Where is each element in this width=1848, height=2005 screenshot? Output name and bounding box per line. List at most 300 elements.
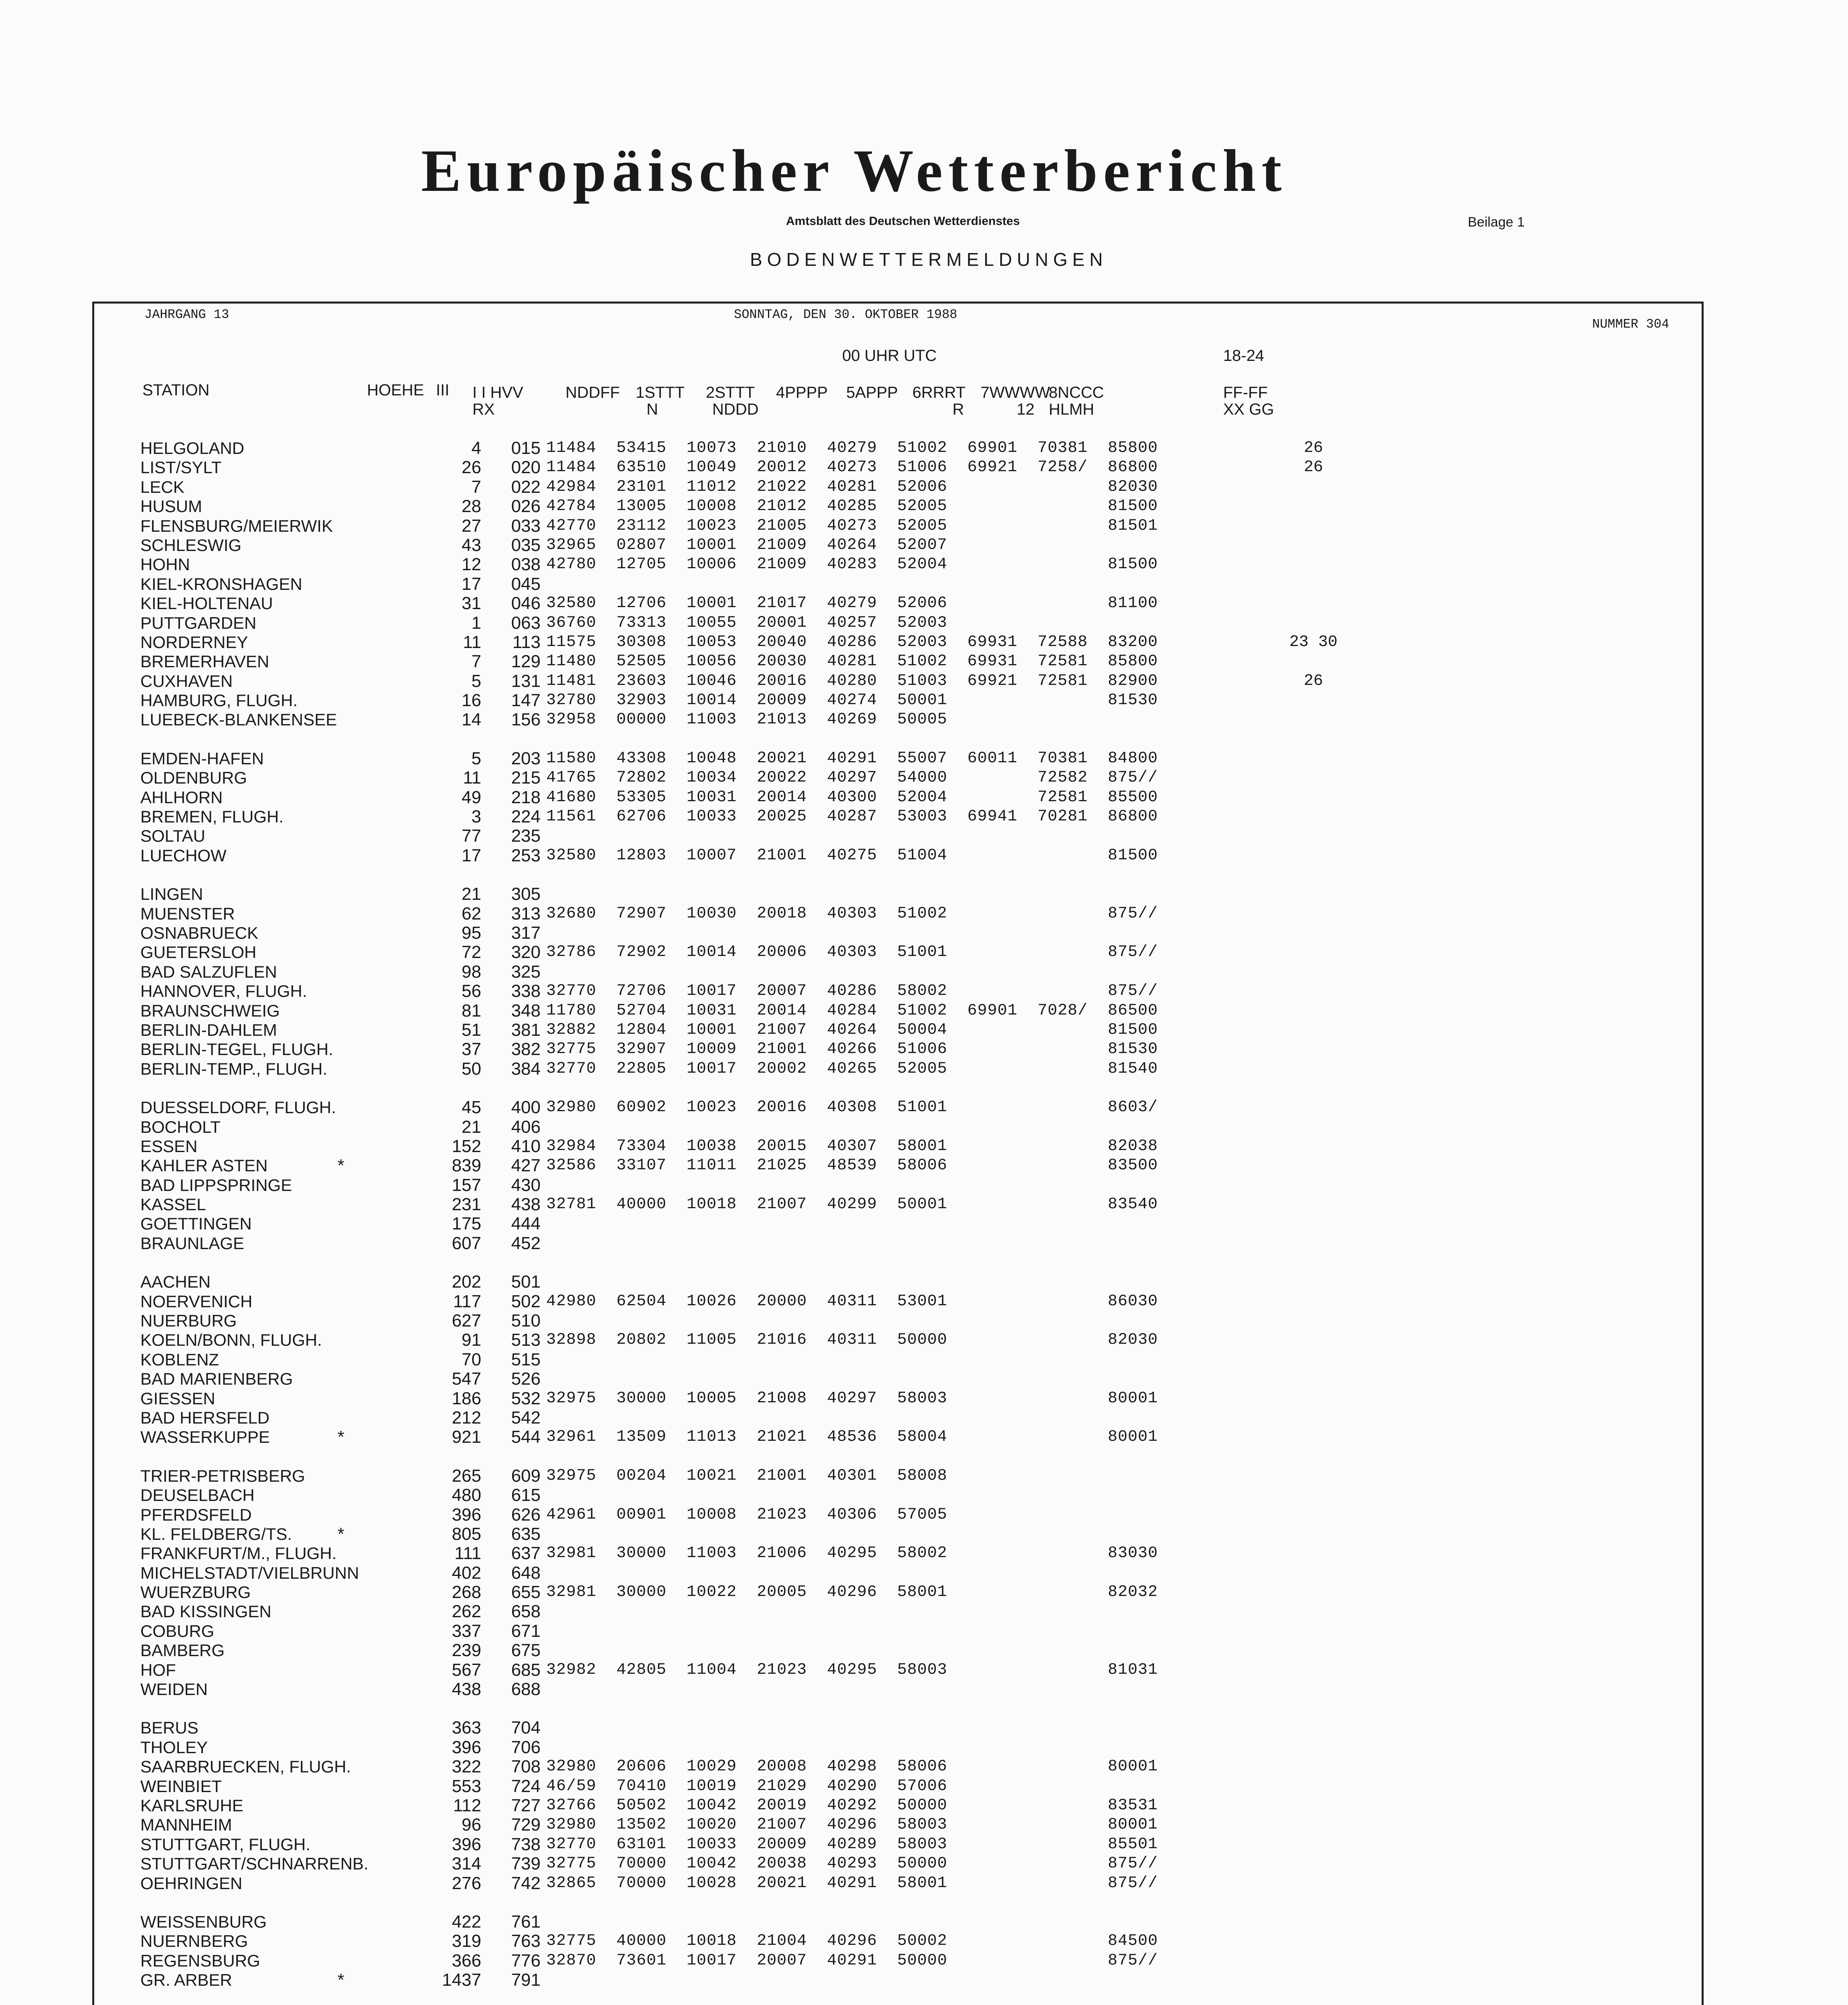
col-group9: 8NCCC [1049,384,1104,401]
observation-groups: 11481 23603 10046 20016 40280 51003 69921 72581 82900 [546,672,1158,690]
station-id: 637 [511,1543,541,1563]
publisher-subtitle: Amtsblatt des Deutschen Wetterdienstes [786,215,1020,228]
station-height: 7 [471,477,481,497]
table-row [140,1854,1504,1873]
station-name: BAD HERSFELD [140,1408,270,1427]
station-name: LIST/SYLT [140,458,222,477]
station-name: KOBLENZ [140,1350,219,1369]
table-row [140,924,1504,943]
station-name: NOERVENICH [140,1292,253,1311]
station-name: SOLTAU [140,826,205,846]
observation-groups: 42780 12705 10006 21009 40283 52004 81500 [546,555,1158,574]
observation-groups: 32980 20606 10029 20008 40298 58006 80001 [546,1758,1158,1776]
station-id: 615 [511,1485,541,1505]
station-height: 95 [462,923,481,943]
mountain-station-mark: * [337,1427,344,1447]
table-row [140,1874,1504,1893]
station-height: 51 [462,1020,481,1040]
col-iii: III [436,381,450,399]
table-row [140,1311,1504,1331]
station-id: 156 [511,710,541,730]
station-name: BAD SALZUFLEN [140,962,277,981]
station-name: MICHELSTADT/VIELBRUNN [140,1563,359,1582]
observation-groups: 32898 20802 11005 21016 40311 50000 82030 [546,1331,1158,1349]
station-height: 43 [462,535,481,555]
station-height: 7 [471,652,481,672]
station-id: 655 [511,1582,541,1602]
table-row [140,1428,1504,1447]
table-row [140,1951,1504,1971]
station-id: 502 [511,1291,541,1311]
station-height: 62 [462,903,481,924]
station-height: 231 [452,1195,481,1215]
observation-groups: 11480 52505 10056 20030 40281 51002 69931 72581 85800 [546,652,1158,671]
observation-groups: 32965 02807 10001 21009 40264 52007 [546,536,948,554]
observation-groups: 32770 72706 10017 20007 40286 58002 875// [546,982,1158,1000]
station-id: 671 [511,1621,541,1641]
station-id: 685 [511,1660,541,1680]
extra-wind-groups: 26 [1303,458,1323,477]
station-name: BERLIN-TEMP., FLUGH. [140,1059,327,1078]
table-row [140,768,1504,788]
col-station: STATION [142,381,210,399]
page-title: Europäischer Wetterbericht [421,138,1287,204]
station-height: 402 [452,1563,481,1583]
table-row [140,1912,1504,1932]
table-row [140,1408,1504,1428]
station-id: 382 [511,1039,541,1059]
station-name: EMDEN-HAFEN [140,749,264,768]
col-group2: NDDFF [565,384,620,401]
station-height: 111 [454,1543,481,1563]
table-row [140,788,1504,807]
station-id: 338 [511,981,541,1001]
station-height: 45 [462,1098,481,1118]
table-row [140,904,1504,924]
mountain-station-mark: * [337,1156,344,1176]
station-name: WUERZBURG [140,1583,251,1602]
table-row [140,1001,1504,1021]
table-row [140,710,1504,729]
observation-time: 00 UHR UTC [842,347,937,365]
station-name: BERLIN-TEGEL, FLUGH. [140,1040,333,1059]
station-id: 410 [511,1136,541,1156]
station-height: 50 [462,1059,481,1079]
station-name: LECK [140,477,184,496]
station-height: 268 [452,1582,481,1602]
station-name: NORDERNEY [140,632,248,652]
table-row [140,691,1504,710]
col-group3-sub: N [646,401,658,418]
extra-wind-groups: 26 [1303,672,1323,690]
col-group4: 2STTT [706,384,755,401]
station-height: 3 [471,807,481,827]
col-hoehe: HOEHE [367,381,424,399]
issue-number: NUMMER 304 [1592,317,1670,332]
station-height: 37 [462,1039,481,1059]
station-name: TRIER-PETRISBERG [140,1466,305,1485]
station-id: 738 [511,1834,541,1854]
station-name: COBURG [140,1621,215,1640]
station-height: 112 [453,1796,481,1815]
station-name: KOELN/BONN, FLUGH. [140,1331,322,1350]
station-name: STUTTGART/SCHNARRENB. [140,1854,369,1873]
observation-groups: 11484 53415 10073 21010 40279 51002 69901 70381 85800 [546,439,1158,457]
table-row [140,826,1504,846]
table-row [140,1156,1504,1175]
table-row [140,1021,1504,1040]
table-row [140,1680,1504,1699]
station-name: KAHLER ASTEN [140,1156,268,1175]
station-name: GUETERSLOH [140,943,257,962]
observation-groups: 32865 70000 10028 20021 40291 58001 875// [546,1874,1158,1892]
station-id: 147 [511,691,541,711]
mountain-station-mark: * [337,1524,344,1544]
station-height: 16 [462,691,481,711]
col-group3: 1STTT [636,384,685,401]
station-name: HOHN [140,555,190,574]
station-name: STUTTGART, FLUGH. [140,1835,310,1854]
station-id: 224 [511,807,541,827]
station-id: 444 [511,1214,541,1234]
station-height: 921 [452,1427,481,1447]
station-height: 5 [471,671,481,691]
table-row [140,1176,1504,1195]
station-id: 544 [511,1427,541,1447]
station-name: CUXHAVEN [140,671,233,691]
col-group5: 4PPPP [776,384,828,401]
station-id: 708 [511,1757,541,1777]
observation-groups: 42984 23101 11012 21022 40281 52006 82030 [546,478,1158,496]
extra-period: 18-24 [1223,347,1264,365]
station-name: WEINBIET [140,1776,222,1796]
station-id: 724 [511,1776,541,1796]
table-row [140,1272,1504,1292]
station-id: 015 [511,438,541,458]
station-id: 452 [511,1233,541,1253]
station-name: GOETTINGEN [140,1214,252,1233]
station-id: 113 [512,632,541,652]
table-row [140,1292,1504,1311]
station-name: LINGEN [140,885,203,904]
station-name: BERLIN-DAHLEM [140,1020,277,1039]
station-id: 020 [511,458,541,478]
table-row [140,749,1504,768]
station-name: AHLHORN [140,788,223,807]
observation-groups: 32580 12706 10001 21017 40279 52006 81100 [546,594,1158,613]
observation-groups: 32775 70000 10042 20038 40293 50000 875// [546,1855,1158,1873]
station-height: 91 [462,1330,481,1350]
station-id: 542 [511,1408,541,1428]
station-id: 609 [511,1466,541,1486]
observation-groups: 11484 63510 10049 20012 40273 51006 69921 7258/ 86800 [546,458,1158,477]
station-height: 11 [463,768,481,788]
extra-wind-groups: 23 30 [1289,633,1338,651]
observation-groups: 11780 52704 10031 20014 40284 51002 69901 7028/ 86500 [546,1001,1158,1020]
table-row [140,943,1504,962]
station-name: LUECHOW [140,846,227,865]
observation-groups: 32984 73304 10038 20015 40307 58001 82038 [546,1137,1158,1155]
station-name: KASSEL [140,1195,206,1214]
station-height: 12 [462,555,481,575]
station-name: ESSEN [140,1136,198,1156]
station-height: 607 [452,1233,481,1253]
station-name: OSNABRUECK [140,923,259,942]
station-name: HUSUM [140,497,202,516]
table-row [140,1098,1504,1117]
col-group9-sub: HLMH [1049,401,1094,418]
station-height: 96 [462,1815,481,1835]
station-height: 337 [452,1621,481,1641]
station-height: 212 [452,1408,481,1428]
station-height: 422 [452,1912,481,1932]
observation-groups: 32781 40000 10018 21007 40299 50001 83540 [546,1195,1158,1214]
table-row [140,1040,1504,1059]
table-row [140,555,1504,574]
station-name: BERUS [140,1718,199,1738]
station-id: 046 [511,593,541,614]
station-name: KIEL-KRONSHAGEN [140,574,302,593]
table-row [140,1932,1504,1951]
table-row [140,1738,1504,1757]
station-id: 626 [511,1505,541,1525]
station-height: 17 [462,845,481,865]
station-id: 532 [511,1388,541,1408]
station-name: OEHRINGEN [140,1873,243,1893]
station-id: 526 [511,1369,541,1389]
station-name: DEUSELBACH [140,1486,255,1505]
table-row [140,1137,1504,1156]
table-row [140,1835,1504,1854]
station-id: 348 [511,1000,541,1021]
observation-groups: 32882 12804 10001 21007 40264 50004 81500 [546,1021,1158,1039]
table-row [140,1234,1504,1253]
station-name: FRANKFURT/M., FLUGH. [140,1544,337,1563]
station-id: 635 [511,1524,541,1544]
station-name: PUTTGARDEN [140,613,257,632]
station-name: HELGOLAND [140,439,245,458]
station-id: 761 [511,1912,541,1932]
observation-groups: 32975 00204 10021 21001 40301 58008 [546,1466,948,1485]
table-row [140,1777,1504,1796]
station-id: 763 [511,1931,541,1951]
station-name: HANNOVER, FLUGH. [140,982,307,1001]
station-height: 11 [463,632,481,652]
table-row [140,672,1504,691]
col-group7: 6RRRT [912,384,966,401]
station-height: 14 [462,710,481,730]
station-id: 381 [511,1020,541,1040]
observation-groups: 11575 30308 10053 20040 40286 52003 69931 72588 83200 [546,633,1158,651]
observation-groups: 46/59 70410 10019 21029 40290 57006 [546,1777,948,1795]
station-name: THOLEY [140,1738,208,1757]
station-name: WEIDEN [140,1680,208,1699]
station-height: 4 [471,438,481,458]
table-row [140,1563,1504,1583]
station-name: GIESSEN [140,1389,215,1408]
station-name: BOCHOLT [140,1117,221,1136]
station-name: LUEBECK-BLANKENSEE [140,710,337,729]
station-name: BAD MARIENBERG [140,1369,293,1389]
table-row [140,516,1504,536]
supplement-label: Beilage 1 [1468,215,1525,230]
station-name: REGENSBURG [140,1951,260,1970]
volume-label: JAHRGANG 13 [144,307,229,322]
station-id: 218 [511,787,541,807]
table-row [140,497,1504,516]
station-id: 317 [511,923,541,943]
station-height: 77 [462,826,481,846]
table-row [140,1718,1504,1738]
observation-groups: 32981 30000 10022 20005 40296 58001 82032 [546,1583,1158,1602]
station-id: 742 [511,1873,541,1893]
station-height: 553 [452,1776,481,1796]
station-id: 727 [511,1796,541,1815]
table-row [140,846,1504,865]
station-name: FLENSBURG/MEIERWIK [140,516,333,535]
table-row [140,1815,1504,1835]
station-id: 648 [511,1563,541,1583]
station-height: 363 [452,1718,481,1738]
station-id: 400 [511,1098,541,1118]
table-row [140,439,1504,458]
mountain-station-mark: * [337,1970,344,1990]
observation-groups: 32980 13502 10020 21007 40296 58003 80001 [546,1816,1158,1834]
table-row [140,478,1504,497]
table-row [140,1602,1504,1621]
observation-groups: 32786 72902 10014 20006 40303 51001 875// [546,943,1158,962]
station-id: 305 [511,884,541,904]
station-height: 70 [462,1349,481,1369]
col-group8-sub: 12 [1017,401,1035,418]
observation-groups: 32982 42805 11004 21023 40295 58003 81031 [546,1661,1158,1679]
table-row [140,1622,1504,1641]
observation-groups: 36760 73313 10055 20001 40257 52003 [546,614,948,632]
station-height: 1 [471,613,481,633]
station-height: 21 [462,884,481,904]
station-table [140,439,1504,2005]
station-name: MUENSTER [140,904,235,923]
observation-groups: 32580 12803 10007 21001 40275 51004 81500 [546,846,1158,865]
station-id: 406 [511,1117,541,1137]
table-row [140,1757,1504,1776]
station-id: 739 [511,1854,541,1874]
table-row [140,614,1504,633]
observation-groups: 32980 60902 10023 20016 40308 51001 8603/ [546,1098,1158,1117]
table-row [140,1331,1504,1350]
station-name: SAARBRUECKEN, FLUGH. [140,1757,351,1776]
station-id: 063 [511,613,541,633]
observation-groups: 42980 62504 10026 20000 40311 53001 86030 [546,1292,1158,1310]
station-name: GR. ARBER [140,1971,232,1990]
station-name: KARLSRUHE [140,1796,243,1815]
station-height: 31 [462,593,481,614]
station-id: 675 [511,1640,541,1661]
table-row [140,1369,1504,1389]
observation-groups: 41765 72802 10034 20022 40297 54000 72582 875// [546,769,1158,787]
station-height: 26 [462,458,481,478]
station-height: 396 [452,1505,481,1525]
station-height: 627 [452,1311,481,1331]
table-row [140,1059,1504,1079]
station-height: 28 [462,496,481,516]
station-height: 314 [452,1854,481,1874]
station-id: 704 [511,1718,541,1738]
table-row [140,575,1504,594]
station-height: 17 [462,574,481,594]
col-extra-1: FF-FF [1223,384,1268,401]
station-name: BREMERHAVEN [140,652,270,671]
station-height: 366 [452,1950,481,1971]
observation-groups: 11580 43308 10048 20021 40291 55007 60011 70381 84800 [546,749,1158,768]
station-name: BAD KISSINGEN [140,1602,272,1621]
station-id: 022 [511,477,541,497]
station-name: KL. FELDBERG/TS. [140,1524,292,1543]
station-name: BREMEN, FLUGH. [140,807,284,826]
table-row [140,1486,1504,1505]
station-height: 152 [452,1136,481,1156]
station-height: 262 [452,1602,481,1622]
observation-groups: 32961 13509 11013 21021 48536 58004 80001 [546,1428,1158,1446]
table-row [140,885,1504,904]
station-height: 567 [452,1660,481,1680]
station-id: 729 [511,1815,541,1835]
station-name: HOF [140,1660,176,1679]
table-row [140,1971,1504,1990]
table-row [140,1195,1504,1214]
station-height: 396 [452,1737,481,1757]
station-id: 325 [511,962,541,982]
station-id: 776 [511,1950,541,1971]
station-height: 5 [471,748,481,768]
station-id: 384 [511,1059,541,1079]
col-group4-sub: NDDD [712,401,759,418]
station-id: 045 [511,574,541,594]
station-name: DUESSELDORF, FLUGH. [140,1098,336,1117]
observation-groups: 32770 63101 10033 20009 40289 58003 85501 [546,1835,1158,1853]
col-group8: 7WWWW [981,384,1050,401]
station-id: 203 [511,748,541,768]
table-row [140,1796,1504,1815]
station-name: BRAUNSCHWEIG [140,1001,280,1020]
station-id: 313 [511,903,541,924]
station-height: 839 [452,1156,481,1176]
station-height: 480 [452,1485,481,1505]
col-group1: I I HVV [472,384,523,401]
table-row [140,1661,1504,1680]
station-name: WASSERKUPPE [140,1428,270,1447]
station-height: 49 [462,787,481,807]
station-height: 81 [462,1000,481,1021]
station-id: 129 [511,652,541,672]
station-id: 033 [511,516,541,536]
table-row [140,1583,1504,1602]
table-row [140,1505,1504,1525]
station-id: 791 [511,1970,541,1990]
station-id: 253 [511,845,541,865]
table-row [140,1389,1504,1408]
station-name: WEISSENBURG [140,1912,267,1931]
station-name: BAD LIPPSPRINGE [140,1175,292,1195]
station-id: 427 [511,1156,541,1176]
station-name: HAMBURG, FLUGH. [140,691,298,710]
station-name: SCHLESWIG [140,535,242,555]
table-row [140,633,1504,652]
observation-groups: 32770 22805 10017 20002 40265 52005 81540 [546,1059,1158,1078]
station-height: 27 [462,516,481,536]
station-id: 501 [511,1272,541,1292]
col-group6: 5APPP [846,384,898,401]
